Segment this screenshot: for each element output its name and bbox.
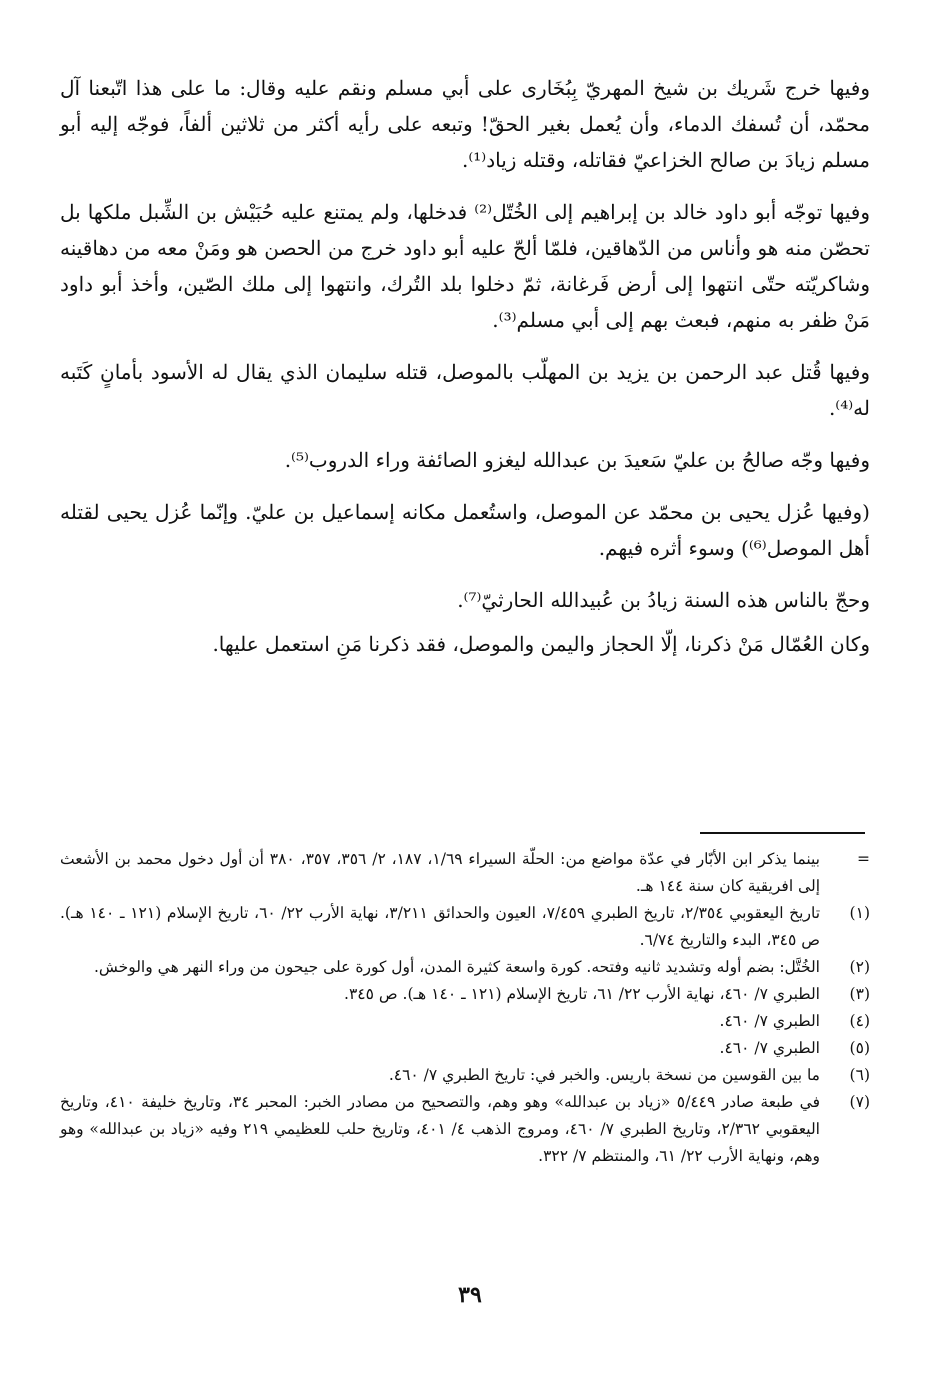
page-number: ٣٩ <box>458 1282 482 1308</box>
footnote-text: بينما يذكر ابن الأبّار في عدّة مواضع من: الحلّة السيراء ١/٦٩، ١٨٧، ٢/ ٣٥٦، ٣٥٧، ٣٨٠ أن أول دخول محمد بن الأشعث إلى افريقية كان سنة ١٤٤ هـ. <box>60 850 820 895</box>
paragraph-sharik-revolt: وفيها خرج شَريك بن شيخ المهريّ بِبُخَارى على أبي مسلم ونقم عليه وقال: ما على هذا اتّبعنا آل محمّد، أن تُسفك الدماء، وأن يُعمل بغير الحقّ! وتبعه على رأيه أكثر من ثلاثين ألفاً، فوجّه إليه أبو مسلم زيادَ بن صالح الخزاعيّ فقاتله، وقتله زياد⁽¹⁾. <box>60 76 870 172</box>
footnote-text: في طبعة صادر ٥/٤٤٩ «زياد بن عبدالله» وهو وهم، والتصحيح من مصادر الخبر: المحبر ٣٤، وتاريخ خليفة ٤١٠، وتاريخ اليعقوبي ٢/٣٦٢، وتاريخ الطبري ٧/ ٤٦٠، ومروج الذهب ٤/ ٤٠١، وتاريخ حلب للعظيمي ٢١٩ وفيه «زياد بن عبدالله» وهو وهم، ونهاية الأرب ٢٢/ ٦١، والمنتظم ٧/ ٣٢٢. <box>60 1093 820 1165</box>
footnote-marker: (٧) <box>849 1093 870 1111</box>
paragraph-said-summer-raid: وفيها وجّه صالحُ بن عليّ سَعيدَ بن عبدالله ليغزو الصائفة وراء الدروب⁽⁵⁾. <box>284 448 870 472</box>
footnote-marker: (١) <box>849 904 870 922</box>
footnote-text: ما بين القوسين من نسخة باريس. والخبر في: تاريخ الطبري ٧/ ٤٦٠. <box>388 1066 820 1084</box>
footnote-marker: = <box>857 850 870 868</box>
footnote-7 <box>60 1089 870 1170</box>
footnote-3 <box>60 981 870 1008</box>
footnote-text: تاريخ اليعقوبي ٢/٣٥٤، تاريخ الطبري ٧/٤٥٩، العيون والحدائق ٣/٢١١، نهاية الأرب ٢٢/ ٦٠، تاريخ الإسلام (١٢١ ـ ١٤٠ هـ). ص ٣٤٥، البدء والتاريخ ٦/٧٤. <box>60 904 821 949</box>
paragraph-hajj-leader: وحجّ بالناس هذه السنة زيادُ بن عُبيدالله الحارثيّ⁽⁷⁾. <box>457 588 870 612</box>
footnote-2 <box>60 954 870 981</box>
footnote-marker: (٦) <box>849 1066 870 1084</box>
footnote-marker: (٣) <box>849 985 870 1003</box>
footnote-4 <box>60 1008 870 1035</box>
main-text <box>60 70 870 678</box>
footnote-6 <box>60 1062 870 1089</box>
paragraph-governors: وكان العُمّال مَنْ ذكرنا، إلّا الحجاز واليمن والموصل، فقد ذكرنا مَنِ استعمل عليها. <box>212 632 870 656</box>
footnote-marker: (٥) <box>849 1039 870 1057</box>
footnote-5 <box>60 1035 870 1062</box>
footnote-text: الطبري ٧/ ٤٦٠. <box>719 1039 820 1057</box>
paragraph-yahya-dismissed: (وفيها عُزل يحيى بن محمّد عن الموصل، واستُعمل مكانه إسماعيل بن عليّ. وإنّما عُزل يحيى لقتله أهل الموصل⁽⁶⁾) وسوء أثره فيهم. <box>60 500 870 560</box>
footnote-divider <box>700 832 865 834</box>
footnote-text: الخُتَّل: بضم أوله وتشديد ثانيه وفتحه. كورة واسعة كثيرة المدن، أول كورة على جيحون من وراء النهر هي والوخش. <box>93 958 820 976</box>
footnote-text: الطبري ٧/ ٤٦٠. <box>719 1012 820 1030</box>
footnote-1 <box>60 900 870 954</box>
footnote-continuation <box>60 846 870 900</box>
footnote-marker: (٢) <box>849 958 870 976</box>
footnotes <box>60 846 870 1170</box>
footnote-marker: (٤) <box>849 1012 870 1030</box>
paragraph-abu-dawud-khuttal: وفيها توجّه أبو داود خالد بن إبراهيم إلى الخُتّل⁽²⁾ فدخلها، ولم يمتنع عليه حُبَيْش بن الشِّبل ملكها بل تحصّن منه هو وأناس من الدّهاقين، فلمّا ألحّ عليه أبو داود خرج من الحصن هو ومَنْ معه من دهاقينه وشاكريّته حتّى انتهوا إلى أرض فَرغانة، ثمّ دخلوا بلد التُرك، وانتهوا إلى ملك الصّين، وأخذ أبو داود مَنْ ظفر به منهم، فبعث بهم إلى أبي مسلم⁽³⁾. <box>60 200 870 332</box>
paragraph-abd-al-rahman-killed: وفيها قُتل عبد الرحمن بن يزيد بن المهلّب بالموصل، قتله سليمان الذي يقال له الأسود بأمانٍ كَتَبه له⁽⁴⁾. <box>60 360 870 420</box>
footnote-text: الطبري ٧/ ٤٦٠، نهاية الأرب ٢٢/ ٦١، تاريخ الإسلام (١٢١ ـ ١٤٠ هـ). ص ٣٤٥. <box>344 985 820 1003</box>
